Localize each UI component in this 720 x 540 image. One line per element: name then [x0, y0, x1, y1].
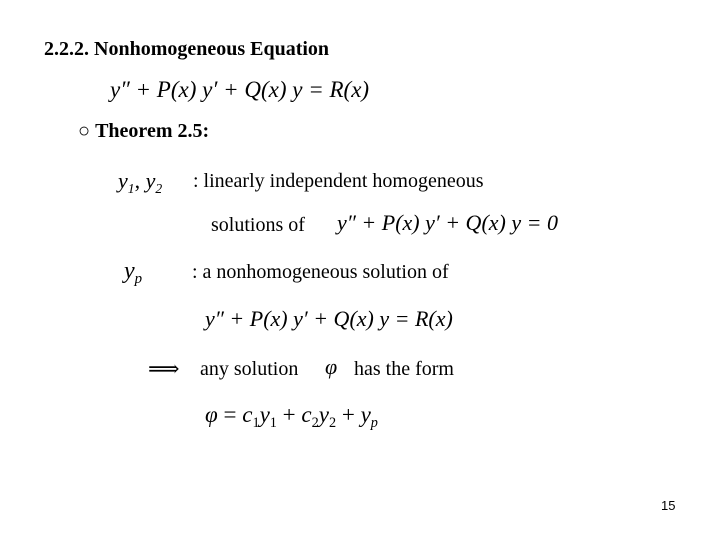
homogeneous-description: : linearly independent homogeneous	[193, 170, 484, 192]
solutions-of-label: solutions of	[211, 214, 305, 236]
particular-description: : a nonhomogeneous solution of	[192, 261, 449, 283]
section-title: 2.2.2. Nonhomogeneous Equation	[44, 38, 330, 60]
implies-arrow-icon: ⟹	[148, 356, 180, 381]
theorem-title: Theorem 2.5:	[95, 120, 210, 142]
homogeneous-solutions-symbol: $y_1$, $y_2$	[118, 168, 163, 196]
phi-symbol: φ	[325, 354, 338, 379]
page-number: 15	[661, 498, 676, 513]
general-solution-equation: $\varphi = c_1y_1 + c_2y_2 + y_p$	[205, 402, 378, 431]
homogeneous-equation: y″ + P(x) y′ + Q(x) y = 0	[337, 210, 558, 235]
main-equation: y″ + P(x) y′ + Q(x) y = R(x)	[110, 77, 370, 102]
theorem-heading	[78, 120, 209, 143]
particular-solution-symbol: $y_p$	[124, 258, 143, 288]
particular-equation: y″ + P(x) y′ + Q(x) y = R(x)	[205, 306, 453, 331]
conclusion-has-form: has the form	[354, 358, 454, 380]
conclusion-any-solution: any solution	[200, 358, 299, 380]
bullet-icon: ○	[78, 120, 91, 142]
